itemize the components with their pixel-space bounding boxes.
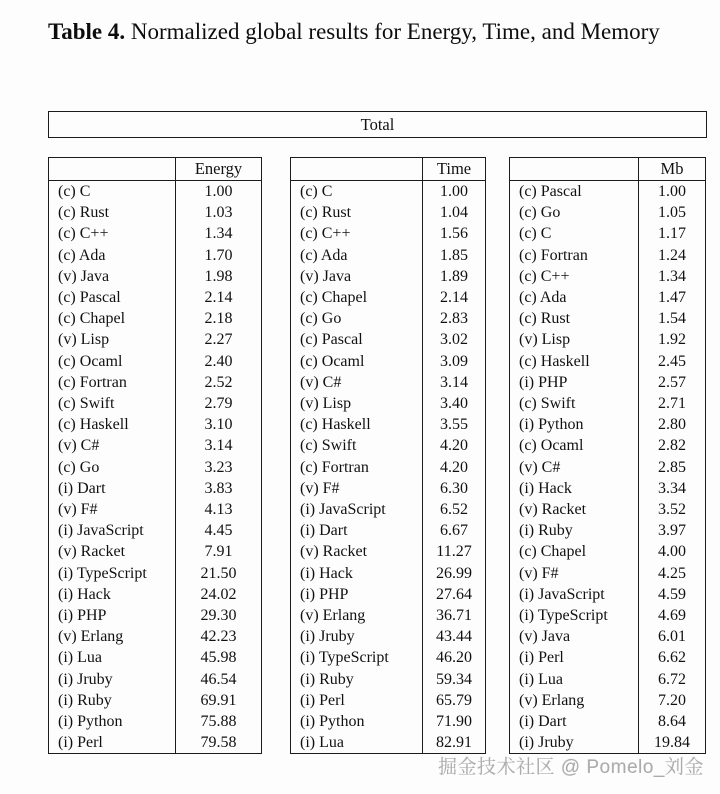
language-cell: (v) Java [519,628,571,646]
total-banner [48,111,707,138]
table-row [49,351,262,372]
language-cell: (c) Ada [300,246,348,264]
value-cell: 6.30 [423,478,486,499]
language-cell: (c) Chapel [519,543,587,561]
table-row [510,499,706,520]
empty-header-cell [49,158,176,181]
value-cell: 36.71 [423,605,486,626]
language-cell: (c) Ocaml [300,352,365,370]
value-cell: 19.84 [639,732,706,754]
language-cell: (i) JavaScript [300,501,386,519]
language-cell: (c) Fortran [519,246,588,264]
value-cell: 3.09 [423,351,486,372]
value-cell: 1.85 [423,245,486,266]
table-row [510,287,706,308]
language-cell: (i) JavaScript [519,585,605,603]
value-cell: 4.45 [176,520,262,541]
table-row [49,393,262,414]
value-cell: 8.64 [639,711,706,732]
value-cell: 26.99 [423,563,486,584]
table-row [49,266,262,287]
table-row [49,605,262,626]
language-cell: (v) F# [300,479,340,497]
language-cell: (c) Haskell [519,352,590,370]
table-row [291,457,486,478]
language-cell: (c) Swift [300,437,357,455]
language-cell: (i) TypeScript [519,607,608,625]
table-row [510,351,706,372]
memory-table [509,157,706,754]
table-row [49,478,262,499]
language-cell: (c) Ada [58,246,106,264]
language-cell: (c) Rust [519,310,571,328]
value-cell: 1.34 [176,223,262,244]
language-cell: (c) Fortran [58,373,127,391]
language-cell: (i) PHP [58,607,107,625]
language-cell: (c) Rust [58,204,110,222]
table-row [510,520,706,541]
table-row [510,329,706,350]
language-cell: (c) Pascal [300,331,363,349]
language-cell: (i) Hack [300,564,353,582]
language-cell: (c) Chapel [300,289,368,307]
table-row [510,563,706,584]
language-cell: (v) F# [519,564,559,582]
value-cell: 1.92 [639,329,706,350]
language-cell: (c) C [58,183,91,200]
table-row [49,541,262,562]
table-row [510,732,706,754]
language-cell: (i) Ruby [300,670,354,688]
language-cell: (i) Ruby [58,691,112,709]
value-cell: 2.45 [639,351,706,372]
table-row [510,478,706,499]
table-row [510,414,706,435]
memory-table-body [510,181,706,754]
value-cell: 2.14 [423,287,486,308]
language-cell: (c) C [519,225,552,243]
value-cell: 1.04 [423,202,486,223]
table-row [49,457,262,478]
language-cell: (c) Ocaml [58,352,123,370]
table-row [49,202,262,223]
value-cell: 46.54 [176,669,262,690]
table-row [291,563,486,584]
language-cell: (i) Jruby [58,670,113,688]
table-row [510,584,706,605]
language-cell: (c) Haskell [300,416,371,434]
language-cell: (i) PHP [300,585,349,603]
value-cell: 1.47 [639,287,706,308]
value-cell: 1.00 [639,181,706,203]
language-cell: (i) Dart [58,479,106,497]
value-cell: 2.52 [176,372,262,393]
value-cell: 1.56 [423,223,486,244]
caption-label: Table 4. [48,19,126,44]
value-cell: 2.18 [176,308,262,329]
value-cell: 2.80 [639,414,706,435]
value-cell: 1.98 [176,266,262,287]
language-cell: (v) Lisp [58,331,110,349]
table-row [49,732,262,754]
value-cell: 1.89 [423,266,486,287]
energy-table-body [49,181,262,754]
language-cell: (c) C [300,183,333,200]
value-cell: 79.58 [176,732,262,754]
language-cell: (c) Ada [519,289,567,307]
table-row [510,690,706,711]
language-cell: (c) Haskell [58,416,129,434]
value-cell: 24.02 [176,584,262,605]
table-row [49,584,262,605]
value-cell: 3.97 [639,520,706,541]
table-row [510,669,706,690]
language-cell: (v) Racket [519,501,587,519]
table-row [291,308,486,329]
table-row [510,245,706,266]
language-cell: (i) Hack [58,585,111,603]
value-cell: 2.71 [639,393,706,414]
value-cell: 3.40 [423,393,486,414]
table-row [510,711,706,732]
table-row [49,626,262,647]
value-cell: 3.55 [423,414,486,435]
value-cell: 1.03 [176,202,262,223]
value-cell: 29.30 [176,605,262,626]
value-cell: 11.27 [423,541,486,562]
metric-header-energy: Energy [176,158,262,181]
language-cell: (c) Fortran [300,458,369,476]
table-row [510,181,706,203]
language-cell: (i) Jruby [519,734,574,752]
language-cell: (i) TypeScript [58,564,147,582]
table-row [510,541,706,562]
language-cell: (v) Java [300,267,352,285]
value-cell: 4.13 [176,499,262,520]
header-row [291,158,486,181]
value-cell: 42.23 [176,626,262,647]
value-cell: 6.72 [639,669,706,690]
value-cell: 59.34 [423,669,486,690]
value-cell: 1.00 [423,181,486,203]
table-row [291,647,486,668]
table-row [291,605,486,626]
value-cell: 6.01 [639,626,706,647]
value-cell: 2.27 [176,329,262,350]
table-row [510,435,706,456]
value-cell: 2.14 [176,287,262,308]
value-cell: 43.44 [423,626,486,647]
table-row [49,308,262,329]
language-cell: (v) C# [58,437,100,455]
value-cell: 1.17 [639,223,706,244]
table-row [49,372,262,393]
table-row [291,626,486,647]
table-row [510,308,706,329]
language-cell: (i) Dart [300,522,348,540]
header-row [49,158,262,181]
header-row [510,158,706,181]
language-cell: (c) Swift [58,395,115,413]
language-cell: (i) PHP [519,373,568,391]
table-row [510,266,706,287]
value-cell: 1.70 [176,245,262,266]
language-cell: (i) Ruby [519,522,573,540]
language-cell: (c) Rust [300,204,352,222]
value-cell: 3.14 [423,372,486,393]
value-cell: 45.98 [176,647,262,668]
table-row [291,711,486,732]
value-cell: 1.54 [639,308,706,329]
language-cell: (v) F# [58,501,98,519]
table-row [510,605,706,626]
language-cell: (c) Chapel [58,310,126,328]
value-cell: 2.57 [639,372,706,393]
table-row [291,223,486,244]
language-cell: (i) Perl [519,649,564,667]
table-row [291,478,486,499]
language-cell: (i) Jruby [300,628,355,646]
value-cell: 6.62 [639,647,706,668]
value-cell: 1.00 [176,181,262,203]
language-cell: (v) Lisp [300,395,352,413]
table-row [291,372,486,393]
value-cell: 3.34 [639,478,706,499]
table-row [510,202,706,223]
table-row [510,647,706,668]
language-cell: (v) Erlang [300,607,366,625]
table-row [291,690,486,711]
table-row [510,457,706,478]
value-cell: 3.10 [176,414,262,435]
language-cell: (v) Java [58,267,110,285]
language-cell: (v) Erlang [519,691,585,709]
table-caption [48,14,704,49]
table-row [49,563,262,584]
language-cell: (c) C++ [300,225,351,243]
language-cell: (c) Go [58,458,100,476]
value-cell: 3.52 [639,499,706,520]
value-cell: 4.25 [639,563,706,584]
table-row [291,351,486,372]
value-cell: 4.20 [423,435,486,456]
value-cell: 69.91 [176,690,262,711]
language-cell: (i) TypeScript [300,649,389,667]
value-cell: 3.83 [176,478,262,499]
value-cell: 65.79 [423,690,486,711]
language-cell: (i) Lua [300,734,344,752]
table-row [49,520,262,541]
table-row [291,435,486,456]
value-cell: 2.40 [176,351,262,372]
watermark: 掘金技术社区 @ Pomelo_刘金 [438,757,704,778]
table-row [49,223,262,244]
language-cell: (c) Pascal [58,289,121,307]
time-table-body [291,181,486,754]
language-cell: (c) Go [300,310,342,328]
empty-header-cell [510,158,639,181]
value-cell: 71.90 [423,711,486,732]
table-row [291,393,486,414]
language-cell: (i) Perl [300,691,345,709]
table-row [510,372,706,393]
table-row [291,584,486,605]
value-cell: 4.59 [639,584,706,605]
language-cell: (c) Swift [519,395,576,413]
table-row [49,414,262,435]
value-cell: 3.14 [176,435,262,456]
value-cell: 4.20 [423,457,486,478]
table-row [49,647,262,668]
table-row [291,499,486,520]
table-row [510,626,706,647]
value-cell: 1.24 [639,245,706,266]
table-row [49,181,262,203]
language-cell: (i) Dart [519,713,567,731]
table-row [291,732,486,754]
language-cell: (i) JavaScript [58,522,144,540]
language-cell: (v) Racket [300,543,368,561]
value-cell: 4.69 [639,605,706,626]
value-cell: 2.79 [176,393,262,414]
value-cell: 82.91 [423,732,486,754]
value-cell: 46.20 [423,647,486,668]
metric-header-time: Time [423,158,486,181]
value-cell: 2.83 [423,308,486,329]
value-cell: 2.85 [639,457,706,478]
metric-header-mb: Mb [639,158,706,181]
value-cell: 3.02 [423,329,486,350]
empty-header-cell [291,158,423,181]
language-cell: (i) Python [300,713,365,731]
language-cell: (v) Erlang [58,628,124,646]
table-row [291,181,486,203]
table-row [291,329,486,350]
language-cell: (v) C# [519,458,561,476]
language-cell: (i) Perl [58,734,103,752]
table-row [510,393,706,414]
table-row [49,711,262,732]
value-cell: 7.91 [176,541,262,562]
value-cell: 2.82 [639,435,706,456]
table-row [291,266,486,287]
language-cell: (i) Python [58,713,123,731]
table-row [49,669,262,690]
table-row [49,245,262,266]
language-cell: (i) Python [519,416,584,434]
table-row [510,223,706,244]
table-row [49,287,262,308]
value-cell: 6.52 [423,499,486,520]
language-cell: (i) Lua [519,670,563,688]
table-row [49,435,262,456]
language-cell: (v) Lisp [519,331,571,349]
language-cell: (c) C++ [58,225,109,243]
value-cell: 7.20 [639,690,706,711]
value-cell: 1.05 [639,202,706,223]
language-cell: (v) C# [300,373,342,391]
table-row [291,520,486,541]
energy-table [48,157,262,754]
value-cell: 75.88 [176,711,262,732]
language-cell: (c) Ocaml [519,437,584,455]
table-row [291,202,486,223]
table-row [49,690,262,711]
table-row [291,669,486,690]
language-cell: (i) Hack [519,479,572,497]
value-cell: 1.34 [639,266,706,287]
value-cell: 21.50 [176,563,262,584]
total-banner-label: Total [360,115,395,134]
language-cell: (c) Pascal [519,183,582,200]
language-cell: (c) Go [519,204,561,222]
language-cell: (c) C++ [519,267,570,285]
value-cell: 4.00 [639,541,706,562]
table-row [291,414,486,435]
value-cell: 27.64 [423,584,486,605]
value-cell: 3.23 [176,457,262,478]
table-row [291,245,486,266]
caption-text: Normalized global results for Energy, Time, and Memory [130,19,660,44]
value-cell: 6.67 [423,520,486,541]
table-row [291,287,486,308]
language-cell: (i) Lua [58,649,102,667]
time-table [290,157,486,754]
table-row [291,541,486,562]
table-row [49,499,262,520]
language-cell: (v) Racket [58,543,126,561]
table-row [49,329,262,350]
